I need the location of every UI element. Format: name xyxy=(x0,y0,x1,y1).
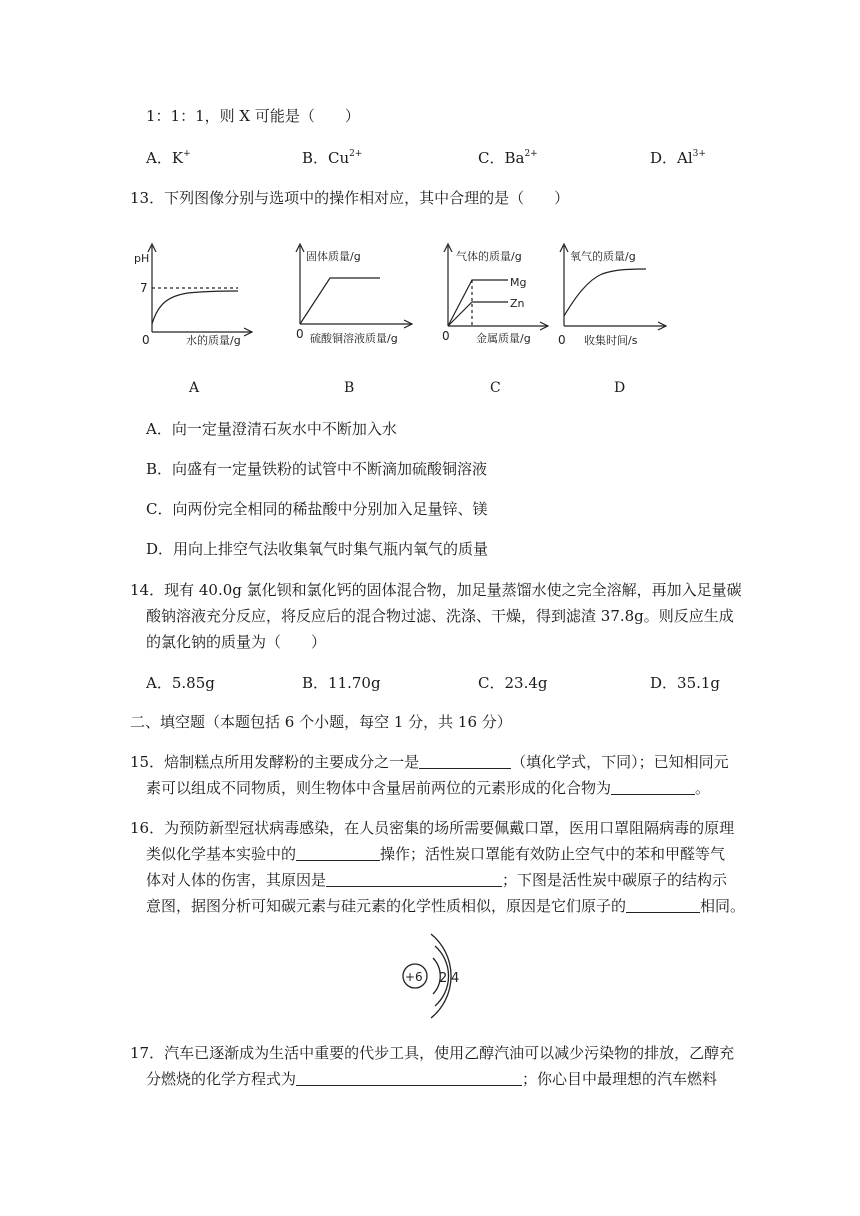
q17-line-2: 分燃烧的化学方程式为 ；你心目中最理想的汽车燃料 xyxy=(146,1070,718,1088)
q16-line-4: 意图，据图分析可知碳元素与硅元素的化学性质相似，原因是它们原子的 相同。 xyxy=(146,897,746,915)
q14-line-2: 酸钠溶液充分反应，将反应后的混合物过滤、洗涤、干燥，得到滤渣 37.8g。则反应生成 xyxy=(146,607,734,625)
graph-a xyxy=(128,240,258,350)
q13-option-a: A．向一定量澄清石灰水中不断加入水 xyxy=(146,420,397,438)
graph-d-xlabel: 收集时间/s xyxy=(584,334,638,347)
q14-option-a: A．5.85g xyxy=(146,674,215,692)
graph-a-xlabel: 水的质量/g xyxy=(186,334,241,347)
graph-b-origin: 0 xyxy=(296,327,304,341)
graph-b xyxy=(288,240,428,350)
q15-blank-2[interactable] xyxy=(611,780,695,795)
graph-d-ylabel: 氧气的质量/g xyxy=(570,250,636,263)
q17-line-1: 17．汽车已逐渐成为生活中重要的代步工具，使用乙醇汽油可以减少污染物的排放，乙醇充 xyxy=(130,1044,735,1062)
atom-shell-2-electrons: 4 xyxy=(451,971,460,986)
graph-c-origin: 0 xyxy=(442,329,450,343)
q16-blank-1[interactable] xyxy=(296,846,380,861)
graph-c xyxy=(436,240,556,350)
q16-blank-2[interactable] xyxy=(326,872,502,887)
graph-a-curve xyxy=(152,291,238,324)
graph-b-xlabel: 硫酸铜溶液质量/g xyxy=(310,332,398,345)
q16-blank-3[interactable] xyxy=(626,898,700,913)
graph-a-ylabel: pH xyxy=(134,252,150,265)
graph-d-curve xyxy=(564,269,646,316)
q14-line-1: 14．现有 40.0g 氯化钡和氯化钙的固体混合物，加足量蒸馏水使之完全溶解，再加入足量碳 xyxy=(130,581,742,599)
graph-d xyxy=(554,240,674,350)
q16-line-1: 16．为预防新型冠状病毒感染，在人员密集的场所需要佩戴口罩，医用口罩阻隔病毒的原理 xyxy=(130,819,735,837)
graph-c-label-zn: Zn xyxy=(510,297,525,310)
atom-shell-1-electrons: 2 xyxy=(439,971,448,986)
q12-option-c: C．$Ba^{2+}$ xyxy=(478,149,538,167)
q12-option-b: B．$Cu^{2+}$ xyxy=(302,149,363,167)
q14-option-c: C．23.4g xyxy=(478,674,548,692)
graph-c-label-mg: Mg xyxy=(510,276,527,289)
q12-option-a: A．K+ xyxy=(146,149,191,167)
graph-a-tick-7: 7 xyxy=(140,281,148,295)
section-2-heading: 二、填空题（本题包括 6 个小题，每空 1 分，共 16 分） xyxy=(130,713,512,731)
q15-line-1: 15．焙制糕点所用发酵粉的主要成分之一是 （填化学式，下同）；已知相同元 xyxy=(130,753,729,771)
q13-stem: 13．下列图像分别与选项中的操作相对应，其中合理的是（ ） xyxy=(130,189,570,207)
carbon-atom-diagram xyxy=(395,926,475,1026)
graph-a-caption: A xyxy=(189,380,200,396)
graph-a-origin: 0 xyxy=(142,333,150,347)
q16-line-3: 体对人体的伤害，其原因是 ；下图是活性炭中碳原子的结构示 xyxy=(146,871,728,889)
graph-b-ylabel: 固体质量/g xyxy=(306,250,361,263)
q13-option-d: D．用向上排空气法收集氧气时集气瓶内氧气的质量 xyxy=(146,540,489,558)
q17-blank-1[interactable] xyxy=(296,1071,522,1086)
graph-c-xlabel: 金属质量/g xyxy=(476,332,531,345)
graph-b-curve xyxy=(300,278,380,324)
q13-option-b: B．向盛有一定量铁粉的试管中不断滴加硫酸铜溶液 xyxy=(146,460,488,478)
q14-option-d: D．35.1g xyxy=(650,674,721,692)
q15-blank-1[interactable] xyxy=(419,754,511,769)
graph-c-caption: C xyxy=(490,380,501,396)
graph-d-caption: D xyxy=(614,380,626,396)
atom-nucleus-charge: +6 xyxy=(405,970,423,984)
q14-option-b: B．11.70g xyxy=(302,674,381,692)
q15-line-2: 素可以组成不同物质，则生物体中含量居前两位的元素形成的化合物为 。 xyxy=(146,779,711,797)
graph-c-zn-line xyxy=(448,302,508,326)
q13-option-c: C．向两份完全相同的稀盐酸中分别加入足量锌、镁 xyxy=(146,500,488,518)
q12-option-d: D．$Al^{3+}$ xyxy=(650,149,706,167)
graph-d-origin: 0 xyxy=(558,333,566,347)
graph-c-mg-line xyxy=(448,280,508,326)
graph-b-caption: B xyxy=(344,380,355,396)
q12-stem-tail: 1：1：1，则 X 可能是（ ） xyxy=(146,107,360,125)
q16-line-2: 类似化学基本实验中的 操作；活性炭口罩能有效防止空气中的苯和甲醛等气 xyxy=(146,845,726,863)
q14-line-3: 的氯化钠的质量为（ ） xyxy=(146,633,327,651)
graph-c-ylabel: 气体的质量/g xyxy=(456,250,522,263)
